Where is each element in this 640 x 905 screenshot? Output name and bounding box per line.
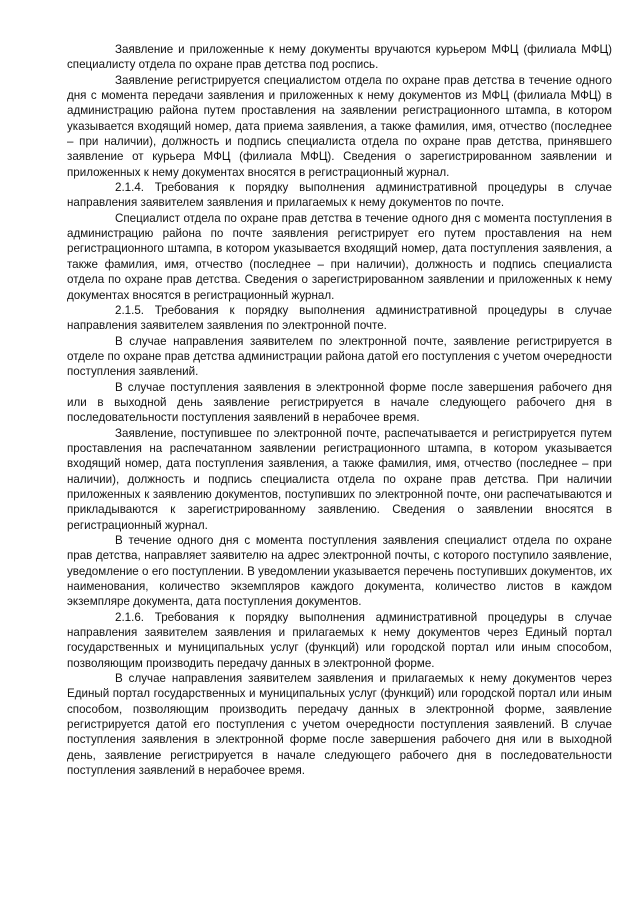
paragraph-portal-registration: В случае направления заявителем заявления и прилагаемых к нему документов через Единый портал государственных и муниципальных услуг (функций) или городской портал или иным способом, позволяющим производить передачу данных в электронной форме, заявление регистрируется датой его поступления с учетом очередности поступления заявлений. В случае поступления заявления в электронной форме после завершения рабочего дня или в выходной день, заявление регистрируется в начале следующего рабочего дня в последовательности поступления заявлений в нерабочее время. <box>67 672 612 778</box>
paragraph-after-hours: В случае поступления заявления в электронной форме после завершения рабочего дня или в выходной день заявление регистрируется в начале следующего рабочего дня в последовательности поступления заявлений в нерабочее время. <box>67 380 612 425</box>
paragraph-notification: В течение одного дня с момента поступления заявления специалист отдела по охране прав детства, направляет заявителю на адрес электронной почты, с которого поступило заявление, уведомление о его поступлении. В уведомлении указывается перечень поступивших документов, их наименования, количество экземпляров каждого документа, количество листов в каждом экземпляре документа, дата поступления документов. <box>67 534 612 609</box>
section-2-1-5-heading: 2.1.5. Требования к порядку выполнения административной процедуры в случае направления заявителем заявления по электронной почте. <box>67 303 612 333</box>
section-2-1-6-heading: 2.1.6. Требования к порядку выполнения административной процедуры в случае направления заявителем заявления и прилагаемых к нему документов через Единый портал государственных и муниципальных услуг (функций) или городской портал или иным способом, позволяющим производить передачу данных в электронной форме. <box>67 610 612 670</box>
paragraph-email-printing: Заявление, поступившее по электронной почте, распечатывается и регистрируется путем проставления на распечатанном заявлении регистрационного штампа, в котором указывается входящий номер, дата поступления заявления, а также фамилия, имя, отчество (последнее – при наличии), должность и подпись специалиста отдела по охране прав детства. При наличии приложенных к заявлению документов, поступивших по электронной почте, они распечатываются и прикладываются к зарегистрированному заявлению. Сведения о заявлении вносятся в регистрационный журнал. <box>67 426 612 532</box>
document-page <box>67 42 612 779</box>
paragraph-registration-mail: Специалист отдела по охране прав детства в течение одного дня с момента поступления в администрацию района по почте заявления регистрирует его путем проставления на нем регистрационного штампа, в котором указывается входящий номер, дата поступления заявления, а также фамилия, имя, отчество (последнее – при наличии), должность и подпись специалиста отдела по охране прав детства. Сведения о зарегистрированном заявлении и приложенных к нему документах вносятся в регистрационный журнал. <box>67 211 612 302</box>
paragraph-email-registration: В случае направления заявителем по электронной почте, заявление регистрируется в отделе по охране прав детства администрации района датой его поступления с учетом очередности поступления заявлений. <box>67 334 612 379</box>
paragraph-registration-mfc: Заявление регистрируется специалистом отдела по охране прав детства в течение одного дня с момента передачи заявления и приложенных к нему документов из МФЦ (филиала МФЦ) в администрацию района путем проставления на заявлении регистрационного штампа, в котором указывается входящий номер, дата приема заявления, а также фамилия, имя, отчество (последнее – при наличии), должность и подпись специалиста отдела по охране прав детства, принявшего заявление от курьера МФЦ (филиала МФЦ). Сведения о зарегистрированном заявлении и приложенных к нему документах вносятся в регистрационный журнал. <box>67 73 612 179</box>
section-2-1-4-heading: 2.1.4. Требования к порядку выполнения административной процедуры в случае направления заявителем заявления и прилагаемых к нему документов по почте. <box>67 181 612 210</box>
paragraph-courier-delivery: Заявление и приложенные к нему документы вручаются курьером МФЦ (филиала МФЦ) специалисту отдела по охране прав детства под роспись. <box>67 43 612 72</box>
